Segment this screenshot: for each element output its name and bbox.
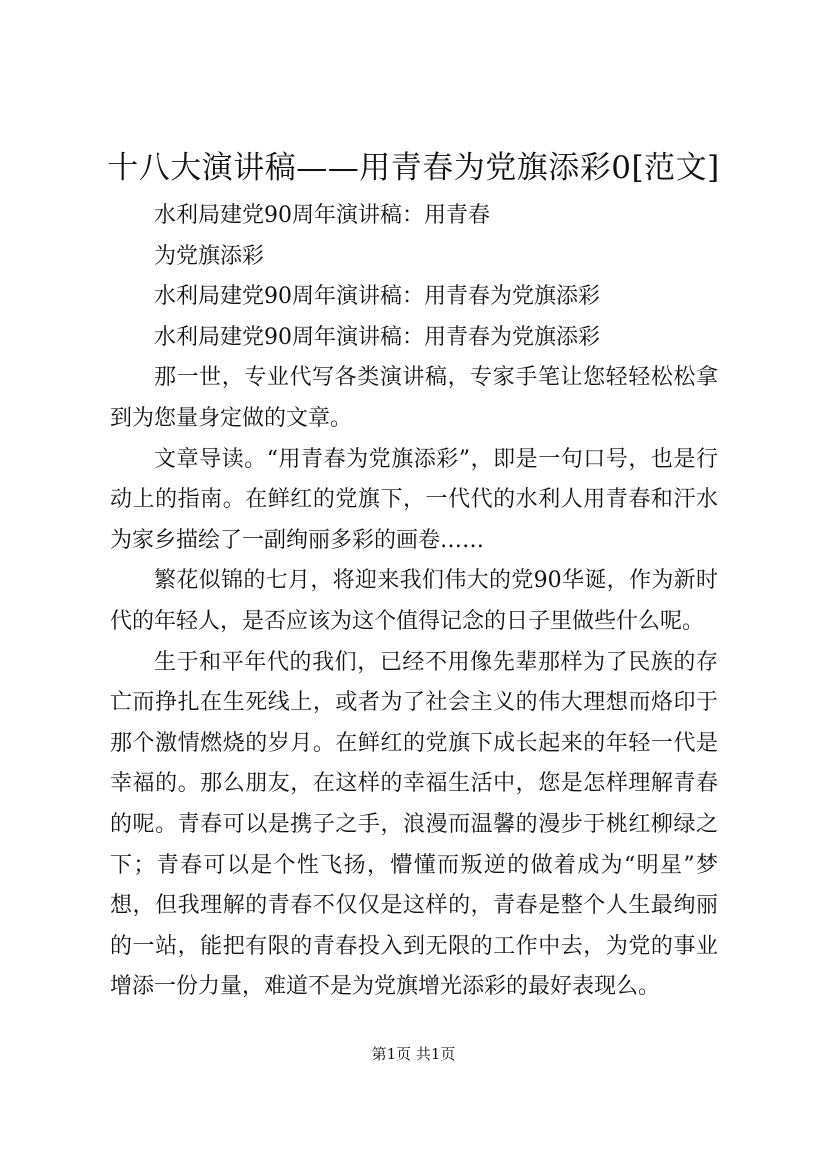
- document-title: 十八大演讲稿——用青春为党旗添彩0[范文]: [107, 150, 720, 186]
- page-footer: 第1页 共1页: [371, 1045, 456, 1063]
- paragraph-subtitle-3: 水利局建党90周年演讲稿：用青春为党旗添彩: [154, 284, 600, 310]
- paragraph-subtitle-2: 为党旗添彩: [154, 243, 265, 269]
- paragraph-subtitle-4: 水利局建党90周年演讲稿：用青春为党旗添彩: [154, 324, 600, 350]
- paragraph-youth: 生于和平年代的我们，已经不用像先辈那样为了民族的存亡而挣扎在生死线上，或者为了社会主义的伟大理想而烙印于那个激情燃烧的岁月。在鲜红的党旗下成长起来的年轻一代是幸福的。那么朋友，在这样的幸福生活中，您是怎样理解青春的呢。青春可以是携子之手，浪漫而温馨的漫步于桃红柳绿之下；青春可以是个性飞扬，懵懂而叛逆的做着成为“明星”梦想，但我理解的青春不仅仅是这样的，青春是整个人生最绚丽的一站，能把有限的青春投入到无限的工作中去，为党的事业增添一份力量，难道不是为党旗增光添彩的最好表现么。: [110, 649, 718, 1000]
- paragraph-guide: 文章导读。“用青春为党旗添彩”，即是一句口号，也是行动上的指南。在鲜红的党旗下，一代代的水利人用青春和汗水为家乡描绘了一副绚丽多彩的画卷……: [110, 446, 718, 553]
- paragraph-intro: 那一世，专业代写各类演讲稿，专家手笔让您轻轻松松拿到为您量身定做的文章。: [110, 365, 718, 431]
- paragraph-subtitle-1: 水利局建党90周年演讲稿：用青春: [154, 203, 490, 228]
- paragraph-july: 繁花似锦的七月，将迎来我们伟大的党90华诞，作为新时代的年轻人，是否应该为这个值得记念的日子里做些什么呢。: [110, 568, 718, 634]
- document-body: [110, 196, 718, 1008]
